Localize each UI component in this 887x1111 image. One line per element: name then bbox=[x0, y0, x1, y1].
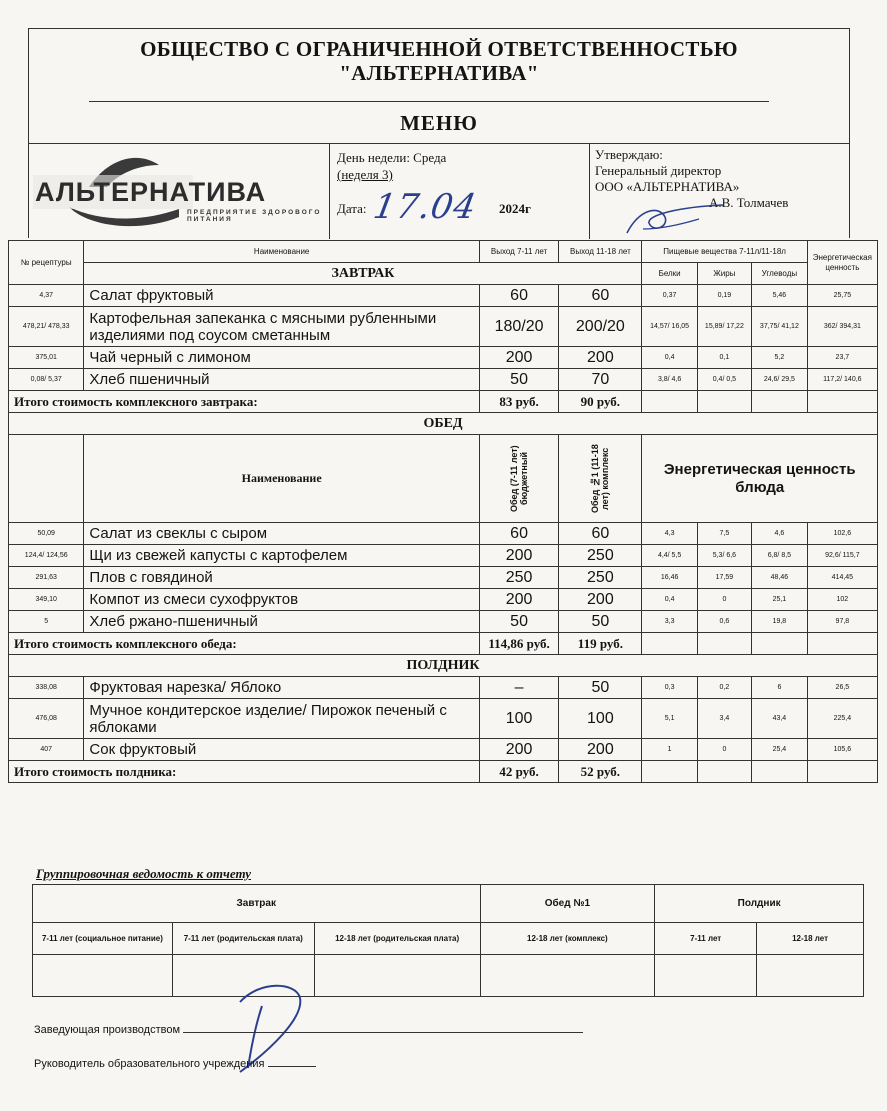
output-a: 200 bbox=[479, 739, 558, 761]
breakfast-total-label: Итого стоимость комплексного завтрака: bbox=[9, 391, 480, 413]
fat-value: 0 bbox=[697, 739, 751, 761]
output-b: 100 bbox=[559, 699, 642, 739]
output-b: 250 bbox=[559, 545, 642, 567]
table-row bbox=[9, 677, 878, 699]
fat-value: 0,1 bbox=[697, 347, 751, 369]
output-b: 50 bbox=[559, 677, 642, 699]
protein-value: 5,1 bbox=[642, 699, 697, 739]
dish-name: Щи из свежей капусты с картофелем bbox=[84, 545, 479, 567]
carbs-value: 48,46 bbox=[752, 567, 808, 589]
protein-value: 3,8/ 4,6 bbox=[642, 369, 697, 391]
protein-value: 4,3 bbox=[642, 523, 697, 545]
output-b: 200 bbox=[559, 739, 642, 761]
energy-value: 26,5 bbox=[807, 677, 877, 699]
energy-value: 23,7 bbox=[807, 347, 877, 369]
carbs-value: 25,4 bbox=[752, 739, 808, 761]
dish-name: Компот из смеси сухофруктов bbox=[84, 589, 479, 611]
divider bbox=[589, 143, 590, 239]
dish-name: Хлеб пшеничный bbox=[84, 369, 479, 391]
snack-total-label: Итого стоимость полдника: bbox=[9, 761, 480, 783]
table-row bbox=[9, 545, 878, 567]
section-lunch: ОБЕД bbox=[9, 413, 878, 435]
grouping-s1: 7-11 лет bbox=[655, 923, 757, 955]
energy-value: 225,4 bbox=[807, 699, 877, 739]
section-snack: ПОЛДНИК bbox=[9, 655, 878, 677]
output-a: 100 bbox=[479, 699, 558, 739]
protein-value: 0,37 bbox=[642, 285, 697, 307]
dish-name: Мучное кондитерское изделие/ Пирожок печеный с яблоками bbox=[84, 699, 479, 739]
carbs-value: 6,8/ 8,5 bbox=[752, 545, 808, 567]
recipe-code: 124,4/ 124,56 bbox=[9, 545, 84, 567]
col-nutrients: Пищевые вещества 7-11л/11-18л bbox=[642, 241, 807, 263]
dish-name: Салат из свеклы с сыром bbox=[84, 523, 479, 545]
fat-value: 7,5 bbox=[697, 523, 751, 545]
dish-name: Сок фруктовый bbox=[84, 739, 479, 761]
handwritten-date: 17.04 bbox=[370, 187, 480, 227]
protein-value: 1 bbox=[642, 739, 697, 761]
protein-value: 14,57/ 16,05 bbox=[642, 307, 697, 347]
carbs-value: 25,1 bbox=[752, 589, 808, 611]
protein-value: 3,3 bbox=[642, 611, 697, 633]
energy-value: 92,6/ 115,7 bbox=[807, 545, 877, 567]
fat-value: 0 bbox=[697, 589, 751, 611]
carbs-value: 4,6 bbox=[752, 523, 808, 545]
output-a: 180/20 bbox=[479, 307, 558, 347]
approve-position: Генеральный директор bbox=[595, 163, 722, 178]
grouping-cell bbox=[480, 955, 655, 997]
fat-value: 3,4 bbox=[697, 699, 751, 739]
table-row bbox=[9, 739, 878, 761]
org-name-line1: ОБЩЕСТВО С ОГРАНИЧЕННОЙ ОТВЕТСТВЕННОСТЬЮ bbox=[140, 37, 738, 61]
divider bbox=[29, 143, 849, 144]
grouping-breakfast: Завтрак bbox=[33, 885, 481, 923]
grouping-b2: 7-11 лет (родительская плата) bbox=[172, 923, 314, 955]
approve-company: ООО «АЛЬТЕРНАТИВА» bbox=[595, 179, 740, 194]
grouping-title: Группировочная ведомость к отчету bbox=[36, 866, 252, 881]
fat-value: 0,2 bbox=[697, 677, 751, 699]
approve-label: Утверждаю: bbox=[595, 147, 663, 162]
lunch-col-a: Обед (7-11 лет) бюджетный bbox=[509, 445, 530, 512]
logo-text: АЛЬТЕРНАТИВА bbox=[35, 177, 267, 207]
recipe-code: 375,01 bbox=[9, 347, 84, 369]
recipe-code: 349,10 bbox=[9, 589, 84, 611]
lunch-energy-header: Энергетическая ценность блюда bbox=[642, 435, 878, 523]
col-out1: Выход 7-11 лет bbox=[479, 241, 558, 263]
output-a: 200 bbox=[479, 545, 558, 567]
output-b: 60 bbox=[559, 285, 642, 307]
output-a: 60 bbox=[479, 523, 558, 545]
dish-name: Салат фруктовый bbox=[84, 285, 479, 307]
lunch-col-name: Наименование bbox=[84, 435, 479, 523]
recipe-code: 291,63 bbox=[9, 567, 84, 589]
output-b: 70 bbox=[559, 369, 642, 391]
lunch-total-a: 114,86 руб. bbox=[479, 633, 558, 655]
output-b: 200 bbox=[559, 589, 642, 611]
table-row bbox=[9, 589, 878, 611]
output-a: 200 bbox=[479, 589, 558, 611]
table-row bbox=[9, 567, 878, 589]
fat-value: 17,59 bbox=[697, 567, 751, 589]
company-logo bbox=[29, 147, 329, 235]
snack-total-a: 42 руб. bbox=[479, 761, 558, 783]
grouping-snack: Полдник bbox=[655, 885, 864, 923]
grouping-table bbox=[32, 884, 864, 997]
grouping-cell bbox=[314, 955, 480, 997]
output-b: 200/20 bbox=[559, 307, 642, 347]
output-a: 200 bbox=[479, 347, 558, 369]
approve-name: А.В. Толмачев bbox=[709, 195, 789, 210]
energy-value: 25,75 bbox=[807, 285, 877, 307]
output-b: 250 bbox=[559, 567, 642, 589]
protein-value: 0,4 bbox=[642, 347, 697, 369]
output-b: 50 bbox=[559, 611, 642, 633]
snack-total-b: 52 руб. bbox=[559, 761, 642, 783]
recipe-code: 478,21/ 478,33 bbox=[9, 307, 84, 347]
date-label: Дата: bbox=[337, 201, 367, 216]
table-row bbox=[9, 285, 878, 307]
week-label: (неделя 3) bbox=[337, 167, 393, 182]
grouping-l1: 12-18 лет (комплекс) bbox=[480, 923, 655, 955]
grouping-b3: 12-18 лет (родительская плата) bbox=[314, 923, 480, 955]
table-row bbox=[9, 307, 878, 347]
output-a: 250 bbox=[479, 567, 558, 589]
energy-value: 117,2/ 140,6 bbox=[807, 369, 877, 391]
signature-line bbox=[268, 1066, 316, 1067]
recipe-code: 407 bbox=[9, 739, 84, 761]
dish-name: Хлеб ржано-пшеничный bbox=[84, 611, 479, 633]
output-b: 60 bbox=[559, 523, 642, 545]
grouping-lunch: Обед №1 bbox=[480, 885, 655, 923]
table-row bbox=[9, 369, 878, 391]
dish-name: Фруктовая нарезка/ Яблоко bbox=[84, 677, 479, 699]
fat-value: 5,3/ 6,6 bbox=[697, 545, 751, 567]
footer-line2-label: Руководитель образовательного учреждения bbox=[34, 1058, 265, 1070]
col-carbs: Углеводы bbox=[752, 263, 808, 285]
table-row bbox=[9, 699, 878, 739]
carbs-value: 19,8 bbox=[752, 611, 808, 633]
director-signature bbox=[619, 199, 729, 239]
protein-value: 4,4/ 5,5 bbox=[642, 545, 697, 567]
protein-value: 0,4 bbox=[642, 589, 697, 611]
fat-value: 0,6 bbox=[697, 611, 751, 633]
energy-value: 102 bbox=[807, 589, 877, 611]
recipe-code: 4,37 bbox=[9, 285, 84, 307]
carbs-value: 43,4 bbox=[752, 699, 808, 739]
lunch-total-b: 119 руб. bbox=[559, 633, 642, 655]
recipe-code: 476,08 bbox=[9, 699, 84, 739]
signature-line bbox=[183, 1032, 583, 1033]
protein-value: 16,46 bbox=[642, 567, 697, 589]
grouping-cell bbox=[33, 955, 173, 997]
energy-value: 102,6 bbox=[807, 523, 877, 545]
recipe-code: 5 bbox=[9, 611, 84, 633]
breakfast-total-a: 83 руб. bbox=[479, 391, 558, 413]
dish-name: Плов с говядиной bbox=[84, 567, 479, 589]
footer-production-head bbox=[34, 1024, 583, 1036]
day-of-week bbox=[337, 149, 446, 183]
carbs-value: 24,6/ 29,5 bbox=[752, 369, 808, 391]
fat-value: 0,19 bbox=[697, 285, 751, 307]
lunch-total-label: Итого стоимость комплексного обеда: bbox=[9, 633, 480, 655]
recipe-code: 50,09 bbox=[9, 523, 84, 545]
col-protein: Белки bbox=[642, 263, 697, 285]
recipe-code: 0,08/ 5,37 bbox=[9, 369, 84, 391]
col-recipe: № рецептуры bbox=[9, 241, 84, 285]
grouping-cell bbox=[757, 955, 864, 997]
col-energy: Энергетическая ценность bbox=[807, 241, 877, 285]
dish-name: Картофельная запеканка с мясными рубленными изделиями под соусом сметанным bbox=[84, 307, 479, 347]
energy-value: 414,45 bbox=[807, 567, 877, 589]
col-out2: Выход 11-18 лет bbox=[559, 241, 642, 263]
logo-subtitle: ПРЕДПРИЯТИЕ ЗДОРОВОГО ПИТАНИЯ bbox=[187, 209, 322, 223]
fat-value: 15,89/ 17,22 bbox=[697, 307, 751, 347]
output-b: 200 bbox=[559, 347, 642, 369]
header-frame bbox=[28, 28, 850, 238]
menu-table bbox=[8, 240, 878, 783]
section-breakfast: ЗАВТРАК bbox=[84, 263, 642, 285]
divider bbox=[89, 101, 769, 102]
energy-value: 362/ 394,31 bbox=[807, 307, 877, 347]
day-label: День недели: Среда bbox=[337, 150, 447, 165]
energy-value: 105,6 bbox=[807, 739, 877, 761]
output-a: 50 bbox=[479, 369, 558, 391]
carbs-value: 37,75/ 41,12 bbox=[752, 307, 808, 347]
lunch-col-b: Обед №1 (11-18 лет) комплекс bbox=[590, 444, 611, 513]
table-row bbox=[9, 347, 878, 369]
org-name-line2: "АЛЬТЕРНАТИВА" bbox=[339, 61, 539, 85]
divider bbox=[329, 143, 330, 239]
breakfast-total-b: 90 руб. bbox=[559, 391, 642, 413]
grouping-b1: 7-11 лет (социальное питание) bbox=[33, 923, 173, 955]
output-a: – bbox=[479, 677, 558, 699]
protein-value: 0,3 bbox=[642, 677, 697, 699]
footer-line1-label: Заведующая производством bbox=[34, 1024, 181, 1036]
carbs-value: 5,2 bbox=[752, 347, 808, 369]
carbs-value: 6 bbox=[752, 677, 808, 699]
date-year: 2024г bbox=[499, 201, 531, 216]
table-row bbox=[9, 523, 878, 545]
table-row bbox=[9, 611, 878, 633]
grouping-s2: 12-18 лет bbox=[757, 923, 864, 955]
fat-value: 0,4/ 0,5 bbox=[697, 369, 751, 391]
carbs-value: 5,46 bbox=[752, 285, 808, 307]
grouping-cell bbox=[655, 955, 757, 997]
recipe-code: 338,08 bbox=[9, 677, 84, 699]
output-a: 60 bbox=[479, 285, 558, 307]
menu-title: МЕНЮ bbox=[400, 111, 478, 135]
col-name: Наименование bbox=[84, 241, 479, 263]
energy-value: 97,8 bbox=[807, 611, 877, 633]
dish-name: Чай черный с лимоном bbox=[84, 347, 479, 369]
footer-school-head bbox=[34, 1058, 316, 1070]
output-a: 50 bbox=[479, 611, 558, 633]
approval-block bbox=[595, 147, 789, 210]
col-fat: Жиры bbox=[697, 263, 751, 285]
